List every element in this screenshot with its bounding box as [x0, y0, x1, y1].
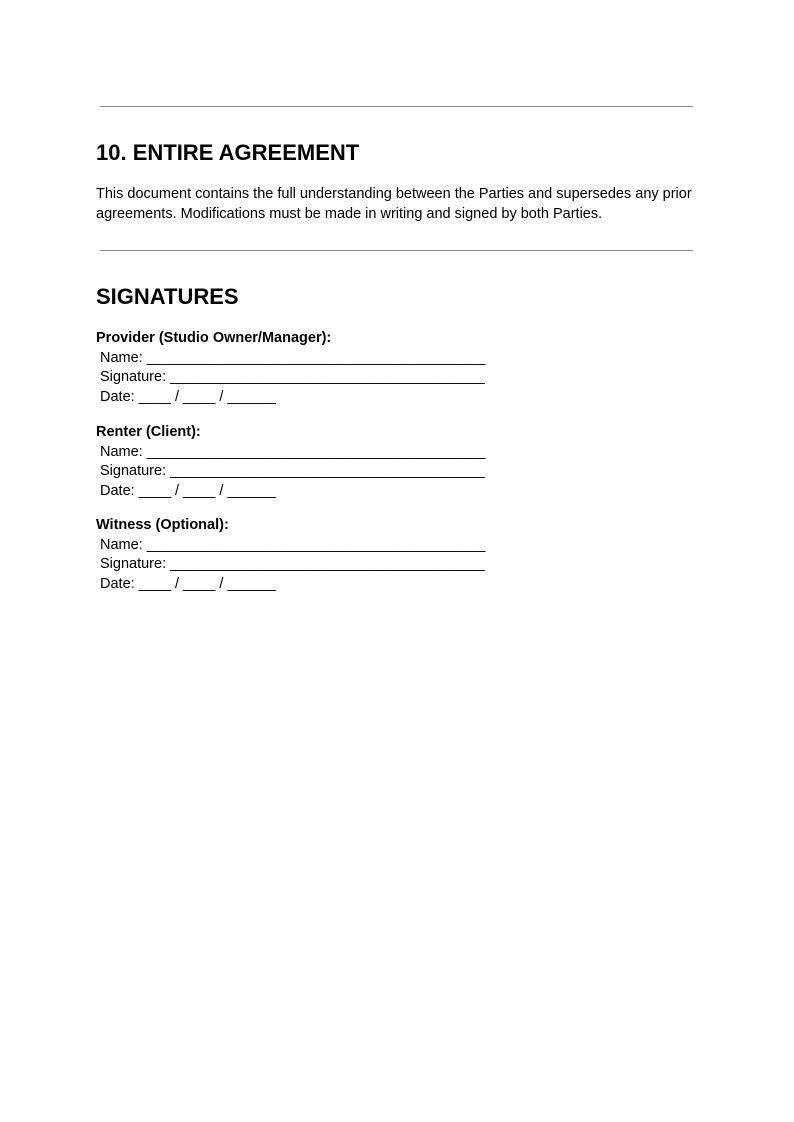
name-line-renter: Name: __________________________________________: [100, 443, 486, 460]
section-divider-top: [100, 106, 693, 107]
signature-block-provider: [96, 329, 516, 407]
date-line-renter: Date: ____ / ____ / ______: [100, 482, 276, 499]
signature-block-witness: [96, 516, 516, 594]
signature-line-renter: Signature: _______________________________________: [100, 463, 485, 479]
section-title-entire-agreement: 10. ENTIRE AGREEMENT: [96, 140, 360, 165]
signature-block-renter: [96, 423, 516, 501]
date-line-witness: Date: ____ / ____ / ______: [100, 575, 276, 592]
party-heading-renter: Renter (Client):: [96, 424, 201, 440]
signature-line-provider: Signature: _______________________________________: [100, 369, 485, 385]
name-line-witness: Name: __________________________________________: [100, 536, 486, 553]
entire-agreement-paragraph: This document contains the full understanding between the Parties and supersedes any prior agreements. Modifications must be made in writing and signed by both Parties.: [96, 186, 692, 222]
date-line-provider: Date: ____ / ____ / ______: [100, 388, 276, 405]
party-heading-witness: Witness (Optional):: [96, 517, 229, 533]
signature-line-witness: Signature: _______________________________________: [100, 556, 485, 572]
section-divider-middle: [100, 250, 693, 251]
name-line-provider: Name: __________________________________________: [100, 349, 486, 366]
party-heading-provider: Provider (Studio Owner/Manager):: [96, 330, 332, 346]
section-title-signatures: SIGNATURES: [96, 284, 239, 309]
